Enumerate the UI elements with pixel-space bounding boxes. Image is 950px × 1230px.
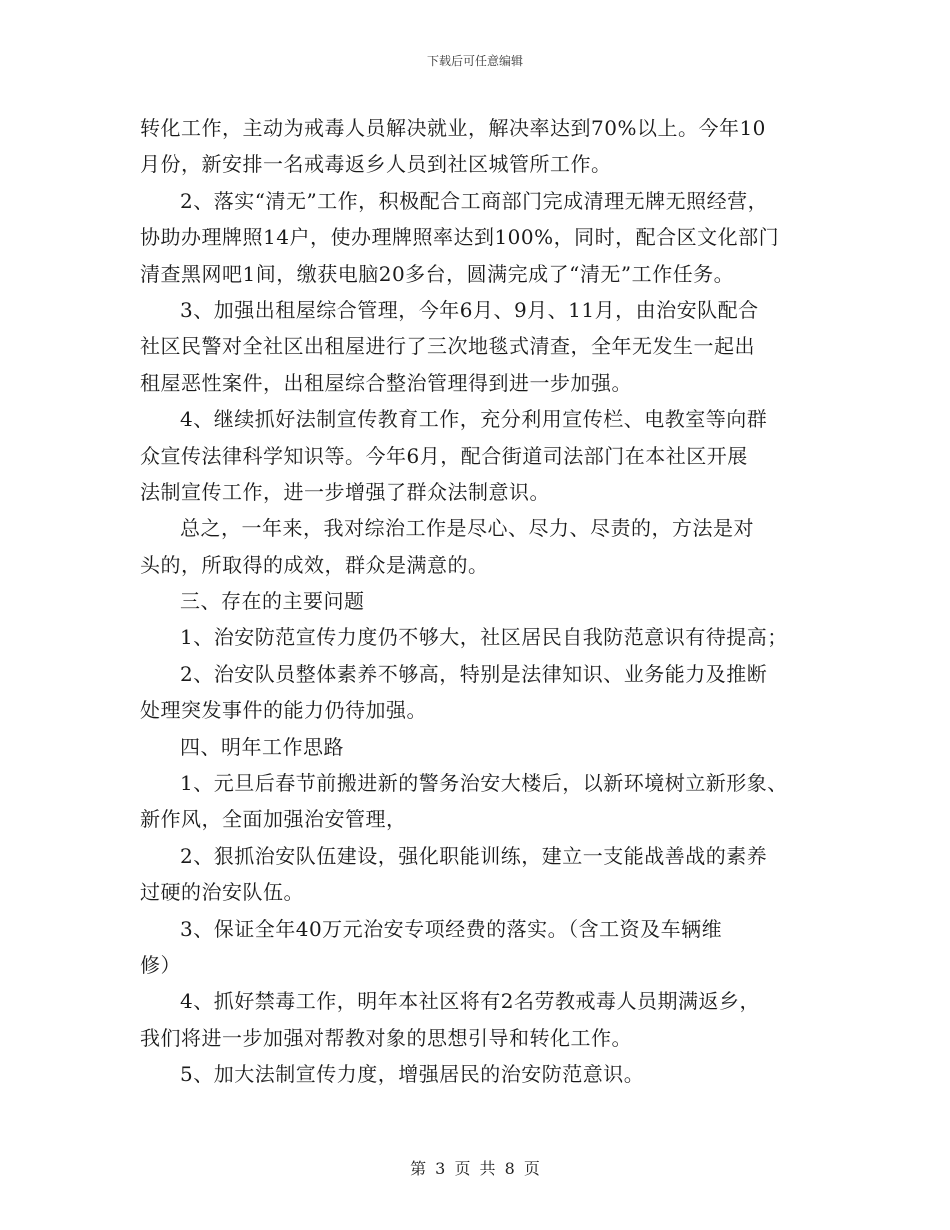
text-line: 2、狠抓治安队伍建设，强化职能训练，建立一支能战善战的素养	[180, 843, 768, 868]
text-line: 众宣传法律科学知识等。今年6月，配合街道司法部门在本社区开展	[140, 443, 748, 468]
text-line: 修）	[140, 952, 181, 977]
text-line: 我们将进一步加强对帮教对象的思想引导和转化工作。	[140, 1025, 632, 1050]
text-line: 5、加大法制宣传力度，增强居民的治安防范意识。	[180, 1062, 645, 1087]
text-line: 2、治安队员整体素养不够高，特别是法律知识、业务能力及推断	[180, 661, 768, 686]
text-line: 法制宣传工作，进一步增强了群众法制意识。	[140, 479, 550, 504]
text-line: 总之，一年来，我对综治工作是尽心、尽力、尽责的，方法是对	[180, 516, 754, 541]
text-line: 社区民警对全社区出租屋进行了三次地毯式清查，全年无发生一起出	[140, 334, 755, 359]
text-line: 清查黑网吧1间，缴获电脑20多台，圆满完成了“清无”工作任务。	[140, 261, 735, 286]
text-line: 4、抓好禁毒工作，明年本社区将有2名劳教戒毒人员期满返乡，	[180, 989, 760, 1014]
section-heading: 三、存在的主要问题	[180, 589, 365, 614]
text-line: 4、继续抓好法制宣传教育工作，充分利用宣传栏、电教室等向群	[180, 407, 768, 432]
text-line: 过硬的治安队伍。	[140, 880, 304, 905]
text-line: 3、保证全年40万元治安专项经费的落实。（含工资及车辆维	[180, 916, 723, 941]
text-line: 协助办理牌照14户，使办理牌照率达到100%，同时，配合区文化部门	[140, 225, 780, 250]
text-line: 转化工作，主动为戒毒人员解决就业，解决率达到70%以上。今年10	[140, 116, 766, 140]
page-header: 下载后可任意编辑	[426, 54, 523, 68]
text-line: 2、落实“清无”工作，积极配合工商部门完成清理无牌无照经营，	[180, 188, 769, 213]
text-line: 租屋恶性案件，出租屋综合整治管理得到进一步加强。	[140, 370, 632, 395]
document-body	[140, 110, 830, 1093]
page-number-footer: 第 3 页 共 8 页	[410, 1159, 540, 1178]
text-line: 处理突发事件的能力仍待加强。	[140, 698, 427, 723]
text-line: 1、治安防范宣传力度仍不够大，社区居民自我防范意识有待提高；	[180, 625, 788, 650]
text-line: 1、元旦后春节前搬进新的警务治安大楼后，以新环境树立新形象、	[180, 771, 788, 796]
text-line: 头的，所取得的成效，群众是满意的。	[140, 552, 489, 577]
text-line: 新作风，全面加强治安管理，	[140, 807, 407, 832]
section-heading: 四、明年工作思路	[180, 734, 344, 759]
text-line: 月份，新安排一名戒毒返乡人员到社区城管所工作。	[140, 152, 612, 177]
text-line: 3、加强出租屋综合管理，今年6月、9月、11月，由治安队配合	[180, 297, 759, 322]
